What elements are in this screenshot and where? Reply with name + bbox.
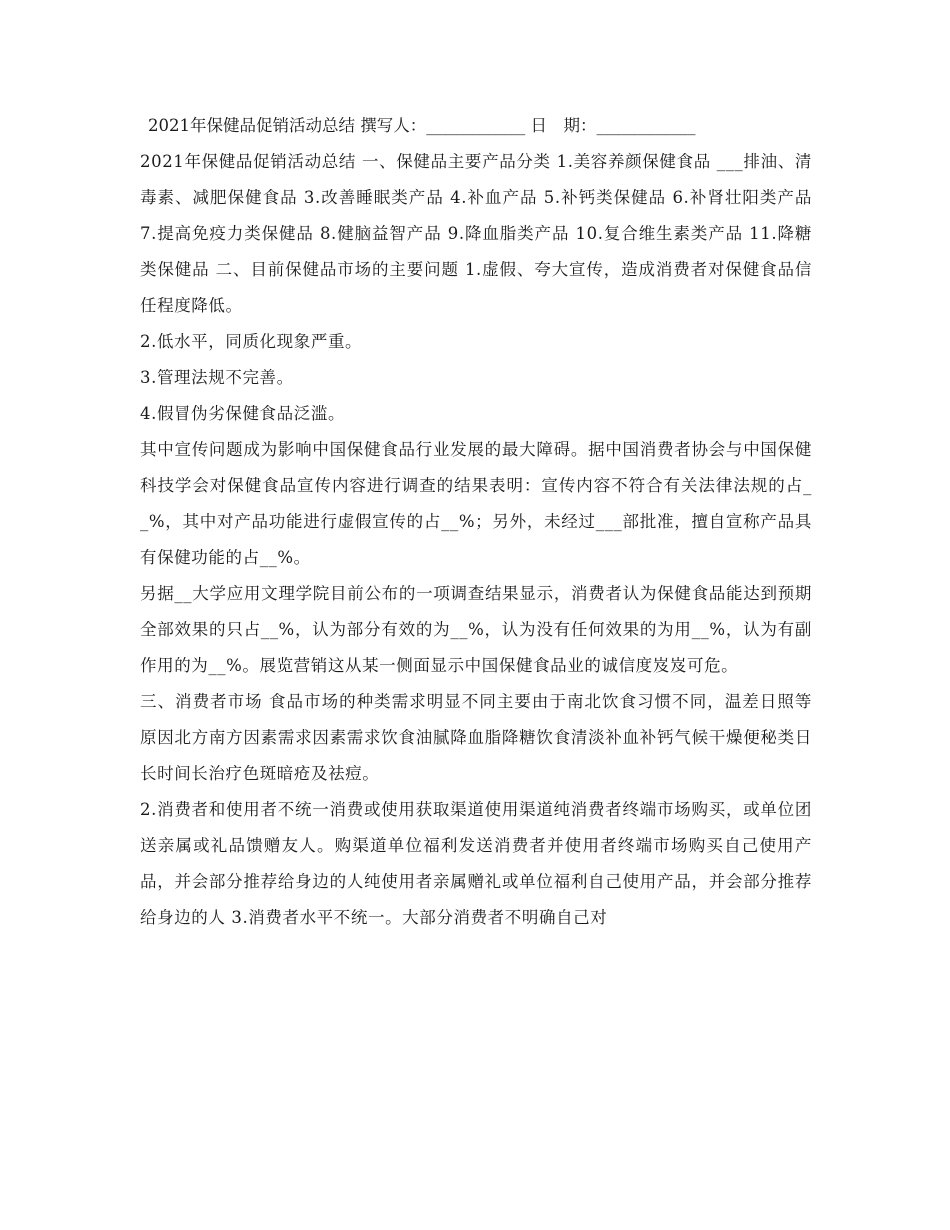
date-blank: ____________ xyxy=(596,116,696,135)
paragraph-6: 另据__大学应用文理学院目前公布的一项调查结果显示，消费者认为保健食品能达到预期全部效果的只占__%，认为部分有效的为__%，认为没有任何效果的为用__%，认为有副作用的为__%。展览营销这从某一侧面显示中国保健食品业的诚信度岌岌可危。 xyxy=(140,584,812,675)
paragraph-5: 其中宣传问题成为影响中国保健食品行业发展的最大障碍。据中国消费者协会与中国保健科技学会对保健食品宣传内容进行调查的结果表明：宣传内容不符合有关法律法规的占__%，其中对产品功能进行虚假宣传的占__%；另外，未经过___部批准，擅自宣称产品具有保健功能的占__%。 xyxy=(140,440,812,567)
document-title: 2021年保健品促销活动总结 xyxy=(148,116,355,135)
paragraph-4: 4.假冒伪劣保健食品泛滥。 xyxy=(140,404,346,423)
author-blank: ____________ xyxy=(426,116,526,135)
paragraph-8: 2.消费者和使用者不统一消费或使用获取渠道使用渠道纯消费者终端市场购买，或单位团送亲属或礼品馈赠友人。购渠道单位福利发送消费者并使用者终端市场购买自己使用产品，并会部分推荐给身边的人纯使用者亲属赠礼或单位福利自己使用产品，并会部分推荐给身边的人 3.消费者水平不统一。大部分消费者不明确自己对 xyxy=(140,800,812,927)
paragraph-7: 三、消费者市场 食品市场的种类需求明显不同主要由于南北饮食习惯不同，温差日照等原因北方南方因素需求因素需求饮食油腻降血脂降糖饮食清淡补血补钙气候干燥便秘类日长时间长治疗色斑暗疮及祛痘。 xyxy=(140,692,812,783)
paragraph-1: 2021年保健品促销活动总结 一、保健品主要产品分类 1.美容养颜保健食品 ___排油、清毒素、减肥保健食品 3.改善睡眠类产品 4.补血产品 5.补钙类保健品 6.补肾壮阳类产品 7.提高免疫力类保健品 8.健脑益智产品 9.降血脂类产品 10.复合维生素类产品 11.降糖类保健品 二、目前保健品市场的主要问题 1.虚假、夸大宣传，造成消费者对保健食品信任程度降低。 xyxy=(140,152,812,315)
paragraph-3: 3.管理法规不完善。 xyxy=(140,368,294,387)
paragraph-2: 2.低水平，同质化现象严重。 xyxy=(140,332,363,351)
document-page xyxy=(140,108,812,936)
document-header xyxy=(140,108,812,144)
date-label: 日 期： xyxy=(530,116,597,135)
author-label: 撰写人： xyxy=(360,116,427,135)
